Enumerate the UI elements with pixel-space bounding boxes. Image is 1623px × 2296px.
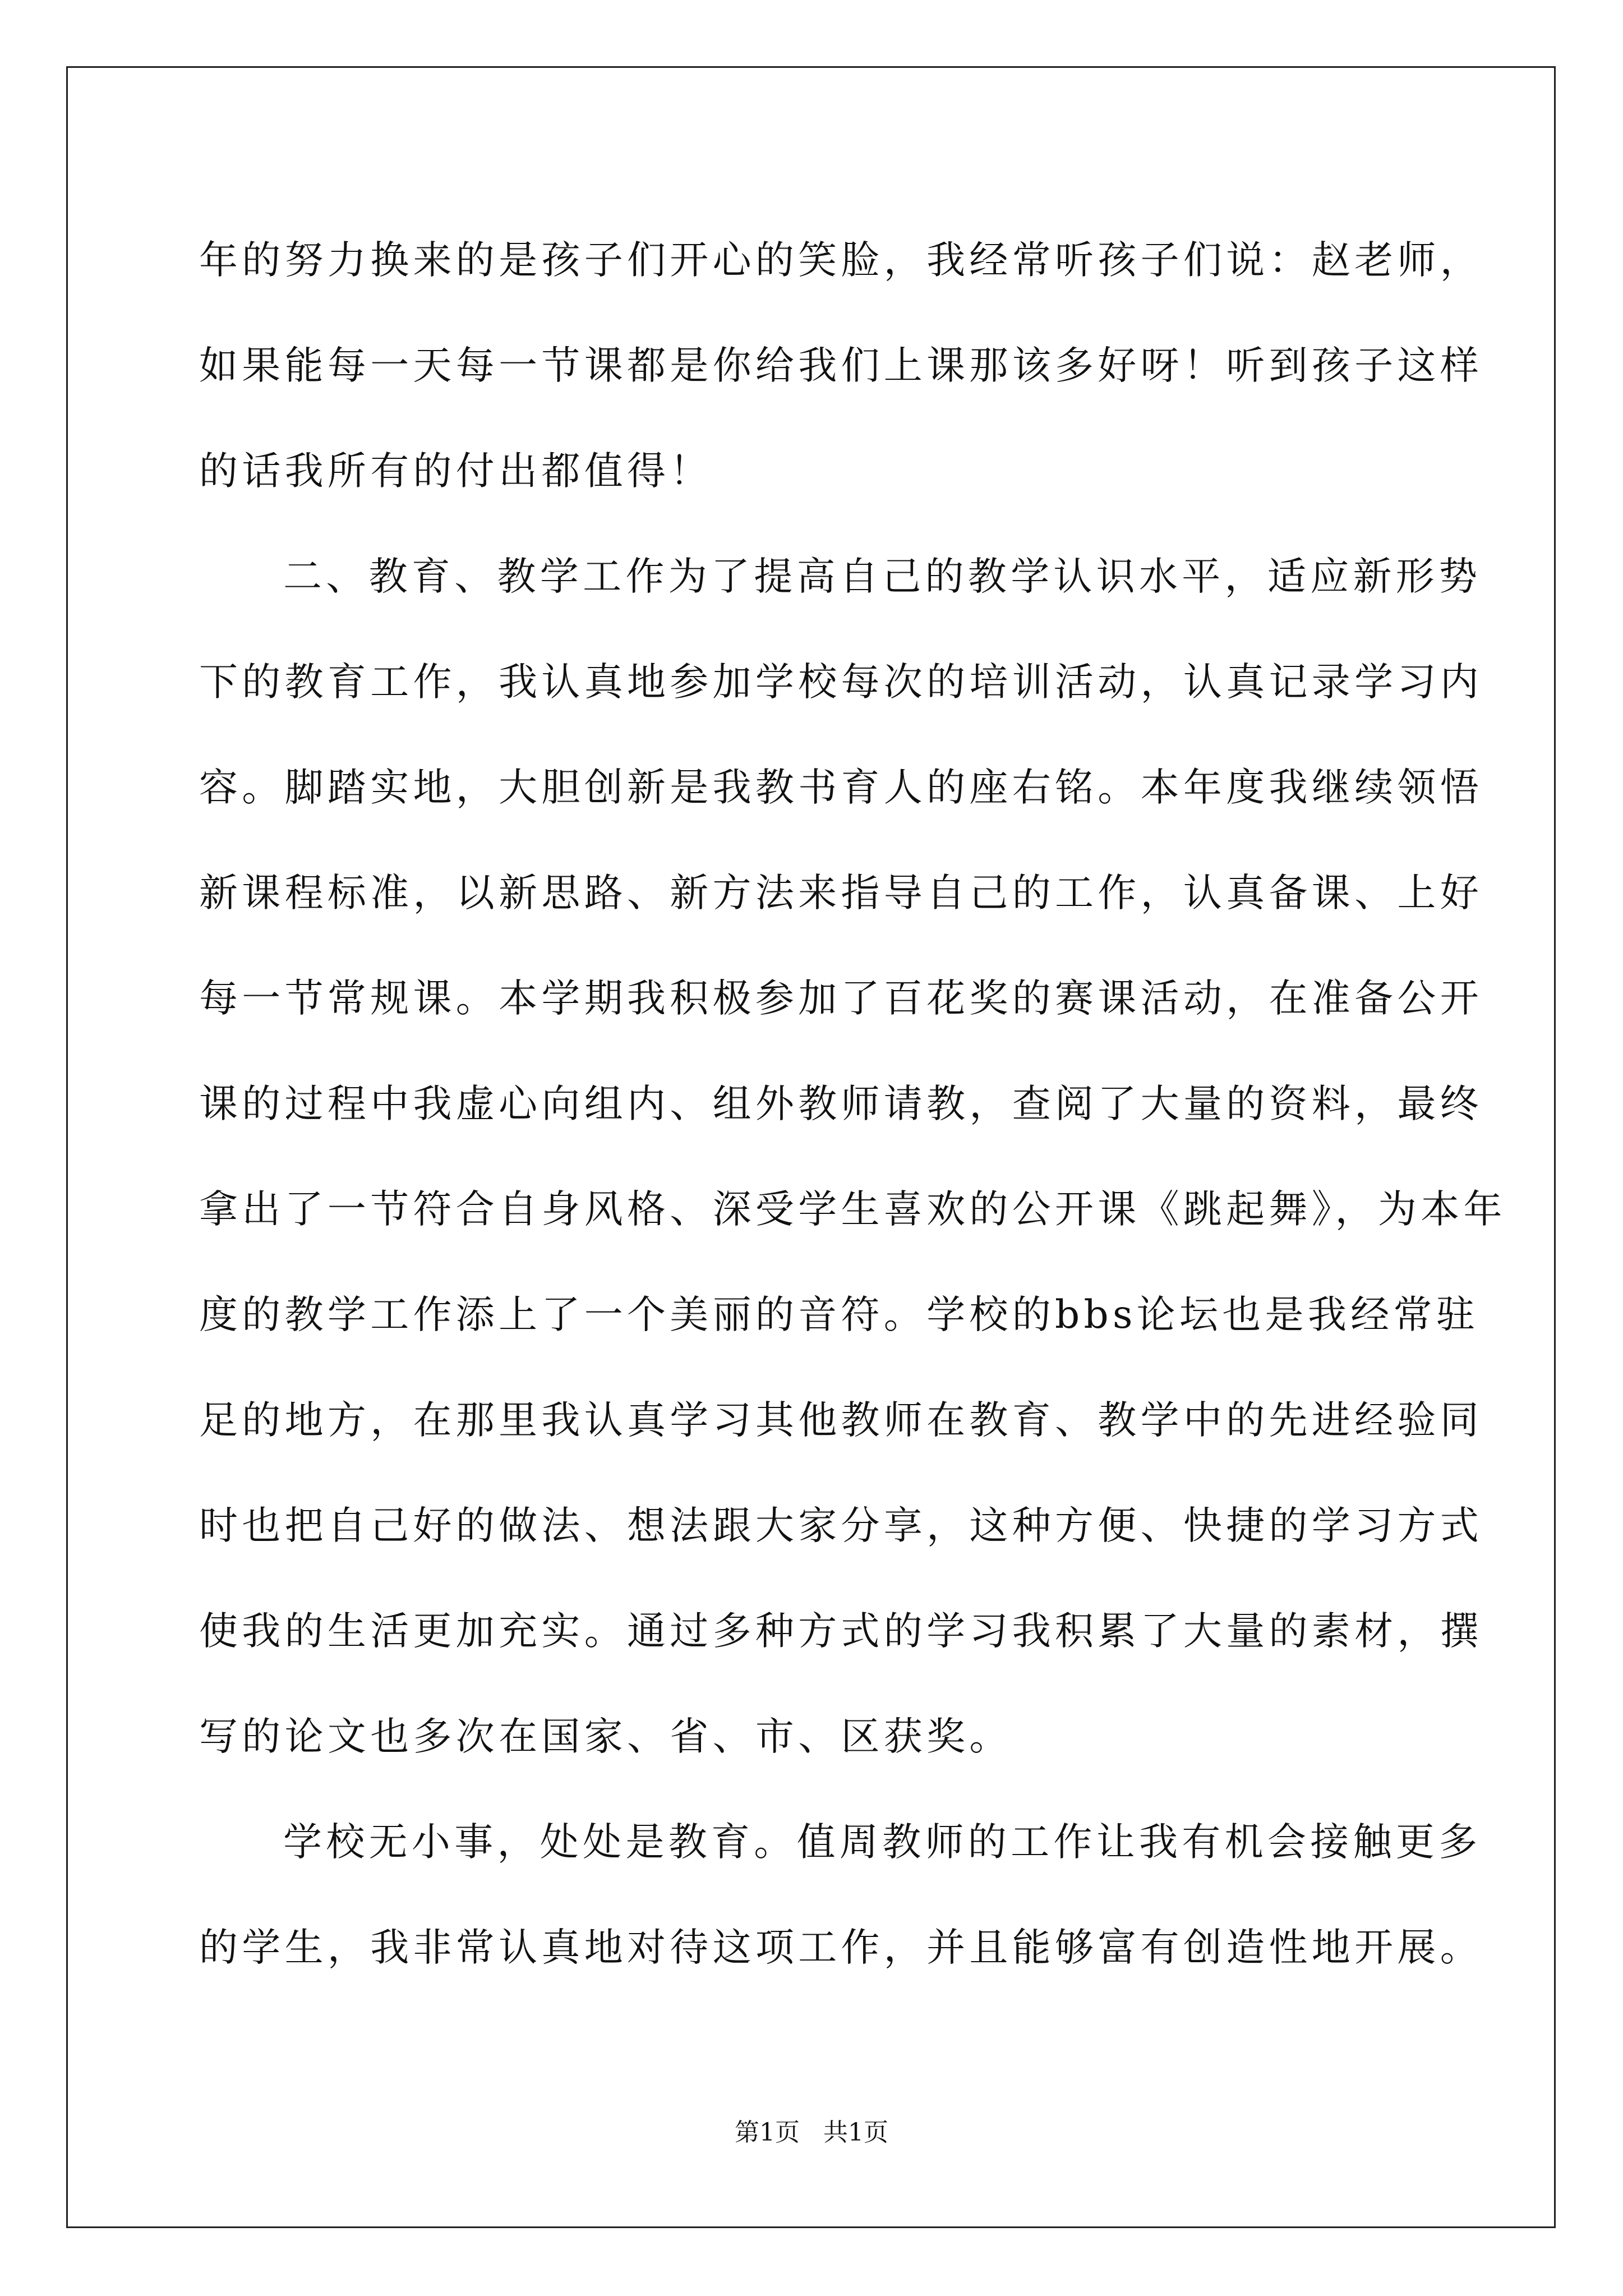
text-line: 的学生，我非常认真地对待这项工作，并且能够富有创造性地开展。 — [199, 1925, 1483, 1970]
text-line: 年的努力换来的是孩子们开心的笑脸，我经常听孩子们说：赵老师， — [199, 238, 1483, 283]
text-line: 拿出了一节符合自身风格、深受学生喜欢的公开课《跳起舞》，为本年 — [199, 1187, 1506, 1232]
page-footer: 第1页 共1页 — [735, 2118, 888, 2147]
text-line: 如果能每一天每一节课都是你给我们上课那该多好呀！听到孩子这样 — [199, 343, 1483, 388]
document-body — [199, 208, 1506, 2000]
text-line: 课的过程中我虚心向组内、组外教师请教，查阅了大量的资料，最终 — [199, 1082, 1483, 1126]
text-line: 容。脚踏实地，大胆创新是我教书育人的座右铭。本年度我继续领悟 — [199, 765, 1483, 810]
text-line: 度的教学工作添上了一个美丽的音符。学校的bbs论坛也是我经常驻 — [199, 1292, 1479, 1337]
text-line: 使我的生活更加充实。通过多种方式的学习我积累了大量的素材，撰 — [199, 1609, 1483, 1654]
text-line: 二、教育、教学工作为了提高自己的教学认识水平，适应新形势 — [283, 554, 1482, 599]
text-line: 每一节常规课。本学期我积极参加了百花奖的赛课活动，在准备公开 — [199, 976, 1483, 1021]
text-line: 足的地方，在那里我认真学习其他教师在教育、教学中的先进经验同 — [199, 1398, 1483, 1443]
text-line: 写的论文也多次在国家、省、市、区获奖。 — [199, 1714, 1012, 1759]
text-line: 的话我所有的付出都值得！ — [199, 449, 713, 494]
text-line: 新课程标准，以新思路、新方法来指导自己的工作，认真备课、上好 — [199, 871, 1483, 915]
text-line: 学校无小事，处处是教育。值周教师的工作让我有机会接触更多 — [283, 1820, 1482, 1865]
text-line: 下的教育工作，我认真地参加学校每次的培训活动，认真记录学习内 — [199, 660, 1483, 705]
text-line: 时也把自己好的做法、想法跟大家分享，这种方便、快捷的学习方式 — [199, 1503, 1483, 1548]
